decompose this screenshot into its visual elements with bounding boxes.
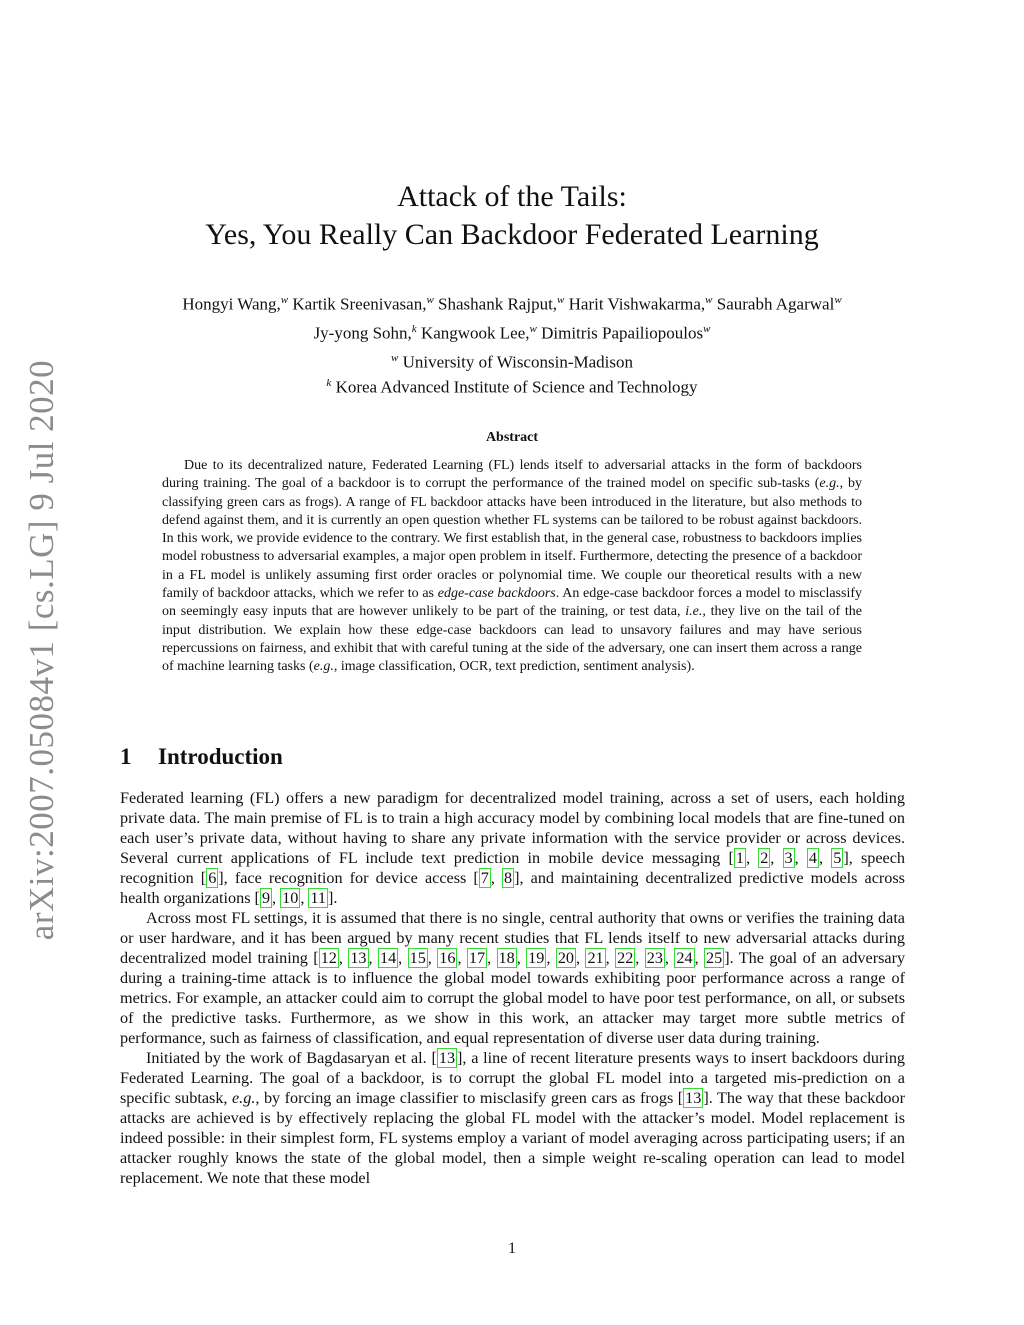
citation-link[interactable]: 20 — [557, 949, 574, 967]
citation-link[interactable]: 3 — [784, 849, 793, 867]
author-name: Kartik Sreenivasan, — [292, 294, 427, 314]
citation-link[interactable]: 4 — [808, 849, 817, 867]
affiliation-mark: w — [834, 294, 842, 306]
author-name: Jy-yong Sohn, — [313, 323, 412, 343]
section-heading — [120, 744, 283, 770]
page-number: 1 — [508, 1240, 516, 1257]
author-name: Shashank Rajput, — [438, 294, 558, 314]
citation-link[interactable]: 2 — [760, 849, 769, 867]
citation-link[interactable]: 21 — [587, 949, 604, 967]
citation-link[interactable]: 10 — [282, 889, 299, 907]
author-name: Hongyi Wang, — [182, 294, 281, 314]
citation-link[interactable]: 22 — [617, 949, 634, 967]
citation-link[interactable]: 16 — [439, 949, 456, 967]
affiliation-mark: w — [705, 294, 713, 306]
citation-link[interactable]: 12 — [320, 949, 337, 967]
introduction-body — [120, 788, 905, 1188]
paragraph: Federated learning (FL) offers a new paradigm for decentralized model training, across a set of users, each holding private data. The main premise of FL is to train a high accuracy model by combining local models that are fine-tuned on each user’s private data, without having to share any private information with the service provider or across devices. Several current applications of FL include text prediction in mobile device messaging [ 1 , 2 , 3 , 4 , 5 ], speech recognition [ 6 ], face recognition for device access [ 7 , 8 ], and maintaining decentralized predictive models across health organizations [ 9 , 10 , 11 ]. — [120, 789, 906, 907]
arxiv-identifier: arXiv:2007.05084v1 [cs.LG] 9 Jul 2020 — [22, 359, 61, 941]
citation-link[interactable]: 25 — [706, 949, 723, 967]
citation-link[interactable]: 13 — [438, 1049, 456, 1067]
affiliation-mark: w — [391, 352, 399, 364]
paragraph: Initiated by the work of Bagdasaryan et al. [ 13 ], a line of recent literature presents ways to insert backdoors during Federated Learning. The goal of a backdoor, is to corrupt the global FL model into a targeted mis-prediction on a specific subtask, e.g., by forcing an image classifier to misclasify green cars as frogs [ 13 ]. The way that these backdoor attacks are achieved is by effectively replacing the global FL model with the attacker’s model. Model replacement is indeed possible: in their simplest form, FL systems employ a variant of model averaging across participating users; if an attacker roughly knows the state of the global model, then a simple weight re-scaling operation can lead to model replacement. We note that these model — [120, 1049, 906, 1187]
paper-title — [0, 178, 1024, 254]
citation-link[interactable]: 9 — [261, 889, 271, 907]
affiliation-k: $^k$ Korea Advanced Institute of Science and Technology — [326, 376, 698, 397]
citation-link[interactable]: 14 — [379, 949, 397, 967]
citation-link[interactable]: 17 — [468, 949, 486, 967]
author-name: Harit Vishwakarma, — [568, 294, 706, 314]
affiliation-list — [0, 348, 1024, 397]
affiliation-mark: w — [529, 322, 537, 335]
author-line-1 — [0, 288, 1024, 317]
citation-link[interactable]: 23 — [646, 949, 663, 967]
affiliation-w: $^w$ University of Wisconsin-Madison — [391, 352, 633, 372]
section-number: 1 — [120, 744, 132, 769]
abstract-text: Due to its decentralized nature, Federated Learning (FL) lends itself to adversarial attacks in the form of backdoors during training. The goal of a backdoor is to corrupt the performance of the trained model on specific sub-tasks (e.g., by classifying green cars as frogs). A range of FL backdoor attacks have been introduced in the literature, but also methods to defend against them, and it is currently an open question whether FL systems can be tailored to be robust against backdoors. In this work, we provide evidence to the contrary. We first establish that, in the general case, robustness to backdoors implies model robustness to adversarial examples, a major open problem in itself. Furthermore, detecting the presence of a backdoor in a FL model is unlikely assuming first order oracles or polynomial time. We couple our theoretical results with a new family of backdoor attacks, which we refer to as edge-case backdoors. An edge-case backdoor forces a model to misclassify on seemingly easy inputs that are however unlikely to be part of the training, or test data, i.e., they live on the tail of the input distribution. We explain how these edge-case backdoors can lead to unsavory failures and may have serious repercussions on fairness, and exhibit that with careful tuning at the side of the adversary, one can insert them across a range of machine learning tasks (e.g., image classification, OCR, text prediction, sentiment analysis). — [162, 458, 862, 675]
author-name: Kangwook Lee, — [420, 323, 530, 343]
affiliation-mark: k — [326, 376, 332, 389]
citation-link[interactable]: 18 — [498, 949, 515, 967]
section-title: Introduction — [158, 744, 283, 769]
affiliation-mark: w — [426, 294, 434, 306]
abstract-heading: Abstract — [485, 430, 539, 445]
citation-link[interactable]: 7 — [480, 869, 489, 887]
affiliation-mark: w — [703, 322, 711, 335]
title-line-2: Yes, You Really Can Backdoor Federated Learning — [205, 218, 819, 251]
citation-link[interactable]: 8 — [504, 869, 513, 887]
paragraph: Across most FL settings, it is assumed that there is no single, central authority that owns or verifies the training data or user hardware, and it has been argued by many recent studies that FL lends itself to new adversarial attacks during decentralized model training [ 12 , 13 , 14 , 15 , 16 , 17 , 18 , 19 , 20 , 21 , 22 , 23 , 24 , 25 ]. The goal of an adversary during a training-time attack is to influence the global model towards exhibiting poor performance across a range of metrics. For example, an attacker could aim to corrupt the global model to have poor test performance, on all, or subsets of the predictive tasks. Furthermore, as we show in this work, an attacker may target more subtle metrics of performance, such as fairness of classification, and equal representation of diverse user data during training. — [120, 909, 906, 1047]
citation-link[interactable]: 11 — [310, 889, 327, 907]
affiliation-mark: w — [280, 294, 289, 306]
citation-link[interactable]: 24 — [676, 949, 693, 967]
citation-link[interactable]: 6 — [208, 869, 217, 887]
citation-link[interactable]: 13 — [685, 1089, 702, 1107]
title-line-1: Attack of the Tails: — [397, 180, 627, 213]
author-list — [0, 288, 1024, 345]
affiliation-mark: k — [411, 322, 417, 335]
citation-link[interactable]: 15 — [409, 949, 426, 967]
author-name: Saurabh Agarwal — [716, 294, 835, 314]
citation-link[interactable]: 19 — [528, 949, 545, 967]
citation-link[interactable]: 5 — [833, 849, 842, 867]
citation-link[interactable]: 13 — [350, 949, 367, 967]
affiliation-mark: w — [557, 294, 565, 306]
author-line-2 — [0, 317, 1024, 346]
author-name: Dimitris Papailiopoulos — [541, 323, 704, 343]
citation-link[interactable]: 1 — [735, 849, 744, 867]
